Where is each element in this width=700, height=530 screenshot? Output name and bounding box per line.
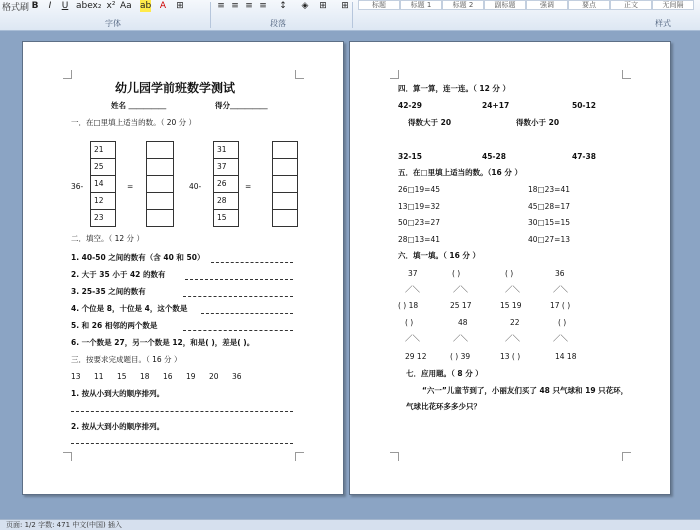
tree-value: ( ) 18	[398, 301, 419, 310]
number-column-2	[213, 141, 239, 227]
sort-ascending: 1. 按从小到大的顺序排列。	[71, 389, 165, 398]
tree-value: 48	[458, 318, 468, 327]
shading-icon[interactable]: ◈	[301, 1, 309, 11]
number-item: 11	[94, 372, 104, 381]
tree-value: 22	[510, 318, 520, 327]
expression: 24+17	[482, 101, 510, 110]
fill-item-2: 2. 大于 35 小于 42 的数有	[71, 270, 166, 279]
paragraph-dialog-icon[interactable]: ⊞	[341, 1, 349, 11]
table-cell: 26	[214, 176, 238, 193]
equation: 50□23=27	[398, 218, 441, 227]
table-cell: 31	[214, 142, 238, 159]
style-preset-2[interactable]: 标题 2	[442, 0, 484, 10]
answer-line[interactable]	[183, 296, 293, 297]
tree-value: 14 18	[555, 352, 577, 361]
tree-branch: ／＼	[453, 334, 468, 343]
superscript-button[interactable]: x²	[106, 1, 116, 11]
equation: 45□28=17	[528, 202, 571, 211]
table-cell: 12	[91, 193, 115, 210]
tree-branch: ／＼	[405, 334, 420, 343]
align-right-icon[interactable]: ≡	[245, 1, 253, 11]
corner-mark	[622, 452, 631, 461]
tree-value: 36	[555, 269, 565, 278]
corner-mark	[390, 452, 399, 461]
word-problem-text: “六一”儿童节到了，小丽友们买了 48 只气球和 19 只花环，	[422, 386, 629, 395]
font-group-label: 字体	[105, 19, 121, 28]
style-preset-3[interactable]: 副标题	[484, 0, 526, 10]
font-color-button[interactable]: A	[159, 1, 167, 11]
expression: 45-28	[482, 152, 506, 161]
status-bar	[0, 519, 700, 530]
fill-item-1: 1. 40-50 之间的数有（含 40 和 50）	[71, 253, 205, 262]
answer-line[interactable]	[71, 411, 293, 412]
style-preset-5[interactable]: 要点	[568, 0, 610, 10]
style-preset-4[interactable]: 强调	[526, 0, 568, 10]
fill-item-4: 4. 个位是 8，十位是 4，这个数是	[71, 304, 188, 313]
bold-button[interactable]: B	[31, 1, 39, 11]
document-page-1[interactable]	[22, 41, 344, 495]
document-page-2[interactable]	[349, 41, 671, 495]
expression: 32-15	[398, 152, 422, 161]
answer-column-1	[146, 141, 174, 227]
tree-branch: ／＼	[553, 285, 568, 294]
answer-box[interactable]	[147, 159, 173, 176]
tree-value: 13 ( )	[500, 352, 521, 361]
expression: 42-29	[398, 101, 422, 110]
tree-value[interactable]: ( )	[405, 318, 414, 327]
expression: 50-12	[572, 101, 596, 110]
answer-box[interactable]	[273, 142, 297, 159]
line-spacing-icon[interactable]: ↕	[279, 1, 287, 11]
equation: 40□27=13	[528, 235, 571, 244]
divider	[210, 2, 211, 28]
tree-branch: ／＼	[553, 334, 568, 343]
styles-group-label: 样式	[655, 19, 671, 28]
page-title: 幼儿园学前班数学测试	[115, 81, 236, 95]
equation: 28□13=41	[398, 235, 441, 244]
tree-value[interactable]: ( )	[452, 269, 461, 278]
question-2-heading: 二．填空。（ 12 分 ）	[71, 234, 144, 243]
tree-value: 15 19	[500, 301, 522, 310]
align-center-icon[interactable]: ≡	[231, 1, 239, 11]
answer-box[interactable]	[147, 193, 173, 210]
strikethrough-button[interactable]: abe	[76, 1, 93, 11]
answer-line[interactable]	[71, 443, 293, 444]
corner-mark	[295, 70, 304, 79]
question-7-heading: 七．应用题。（ 8 分 ）	[406, 369, 483, 378]
name-field: 姓名 ＿＿＿＿＿	[111, 101, 167, 110]
highlight-button[interactable]: ab	[140, 1, 152, 11]
table-cell: 15	[217, 213, 227, 222]
tree-value[interactable]: ( )	[505, 269, 514, 278]
expression: 47-38	[572, 152, 596, 161]
style-preset-1[interactable]: 标题 1	[400, 0, 442, 10]
equation: 18□23=41	[528, 185, 571, 194]
fill-item-3: 3. 25-35 之间的数有	[71, 287, 146, 296]
answer-box[interactable]	[273, 193, 297, 210]
answer-box[interactable]	[147, 142, 173, 159]
category-greater: 得数大于 20	[408, 118, 452, 127]
number-item: 20	[209, 372, 219, 381]
italic-button[interactable]: I	[48, 1, 52, 11]
table-cell: 28	[214, 193, 238, 210]
paragraph-group-label: 段落	[270, 19, 286, 28]
tree-branch: ／＼	[505, 285, 520, 294]
answer-box[interactable]	[273, 176, 297, 193]
tree-branch: ／＼	[453, 285, 468, 294]
corner-mark	[622, 70, 631, 79]
number-item: 19	[186, 372, 196, 381]
tree-value: 29 12	[405, 352, 427, 361]
change-case-button[interactable]: Aa	[120, 1, 132, 11]
answer-box[interactable]	[273, 210, 297, 226]
fill-item-6: 6. 一个数是 27，另一个数是 12，和是( )，差是( )。	[71, 338, 255, 347]
answer-box[interactable]	[273, 159, 297, 176]
equation: 26□19=45	[398, 185, 441, 194]
divider	[352, 2, 353, 28]
question-5-heading: 五．在□里填上适当的数。（16 分 ）	[398, 168, 522, 177]
number-item: 16	[163, 372, 173, 381]
answer-box[interactable]	[147, 176, 173, 193]
answer-line[interactable]	[211, 262, 293, 263]
underline-button[interactable]: U	[61, 1, 69, 11]
tree-branch: ／＼	[505, 334, 520, 343]
table-cell: 14	[91, 176, 115, 193]
question-1-heading: 一．在□里填上适当的数。（ 20 分 ）	[71, 118, 197, 127]
question-4-heading: 四．算一算，连一连。（ 12 分 ）	[398, 84, 511, 93]
sort-descending: 2. 按从大到小的顺序排列。	[71, 422, 165, 431]
justify-icon[interactable]: ≡	[259, 1, 267, 11]
number-column-1	[90, 141, 116, 227]
fill-item-5: 5. 和 26 相邻的两个数是	[71, 321, 158, 330]
question-6-heading: 六．填一填。（ 16 分 ）	[398, 251, 481, 260]
equals-sign: =	[245, 182, 252, 191]
question-3-heading: 三．按要求完成题目。（ 16 分 ）	[71, 355, 182, 364]
answer-line[interactable]	[185, 279, 293, 280]
equation: 30□15=15	[528, 218, 571, 227]
borders-icon[interactable]: ⊞	[319, 1, 327, 11]
equals-sign: =	[127, 182, 134, 191]
tree-value: 25 17	[450, 301, 472, 310]
format-painter-button[interactable]: 格式刷	[2, 3, 30, 13]
tree-value: 17 ( )	[550, 301, 571, 310]
number-item: 13	[71, 372, 81, 381]
score-field: 得分＿＿＿＿＿	[215, 101, 268, 110]
table-cell: 23	[94, 213, 104, 222]
corner-mark	[390, 70, 399, 79]
align-left-icon[interactable]: ≡	[217, 1, 225, 11]
number-item: 15	[117, 372, 127, 381]
answer-column-2	[272, 141, 298, 227]
tree-branch: ／＼	[405, 285, 420, 294]
font-dialog-icon[interactable]: ⊞	[176, 1, 184, 11]
table-cell: 21	[91, 142, 115, 159]
ribbon	[0, 0, 700, 31]
tree-value: ( ) 39	[450, 352, 471, 361]
minuend-label: 40-	[189, 182, 202, 191]
corner-mark	[63, 452, 72, 461]
table-cell: 37	[214, 159, 238, 176]
equation: 13□19=32	[398, 202, 441, 211]
answer-line[interactable]	[201, 313, 293, 314]
subscript-button[interactable]: x₂	[92, 1, 102, 11]
corner-mark	[295, 452, 304, 461]
number-item: 36	[232, 372, 242, 381]
table-cell: 25	[91, 159, 115, 176]
answer-box[interactable]	[147, 210, 173, 226]
style-preset-6[interactable]: 正文	[610, 0, 652, 10]
answer-line[interactable]	[183, 330, 293, 331]
tree-value: 37	[408, 269, 418, 278]
style-preset-0[interactable]: 标题	[358, 0, 400, 10]
number-item: 18	[140, 372, 150, 381]
minuend-label: 36-	[71, 182, 84, 191]
corner-mark	[63, 70, 72, 79]
status-text: 页面: 1/2 字数: 471 中文(中国) 插入	[6, 521, 122, 529]
tree-value[interactable]: ( )	[558, 318, 567, 327]
category-less: 得数小于 20	[516, 118, 560, 127]
style-preset-7[interactable]: 无间隔	[652, 0, 694, 10]
word-problem-question: 气球比花环多多少只？	[406, 402, 481, 411]
